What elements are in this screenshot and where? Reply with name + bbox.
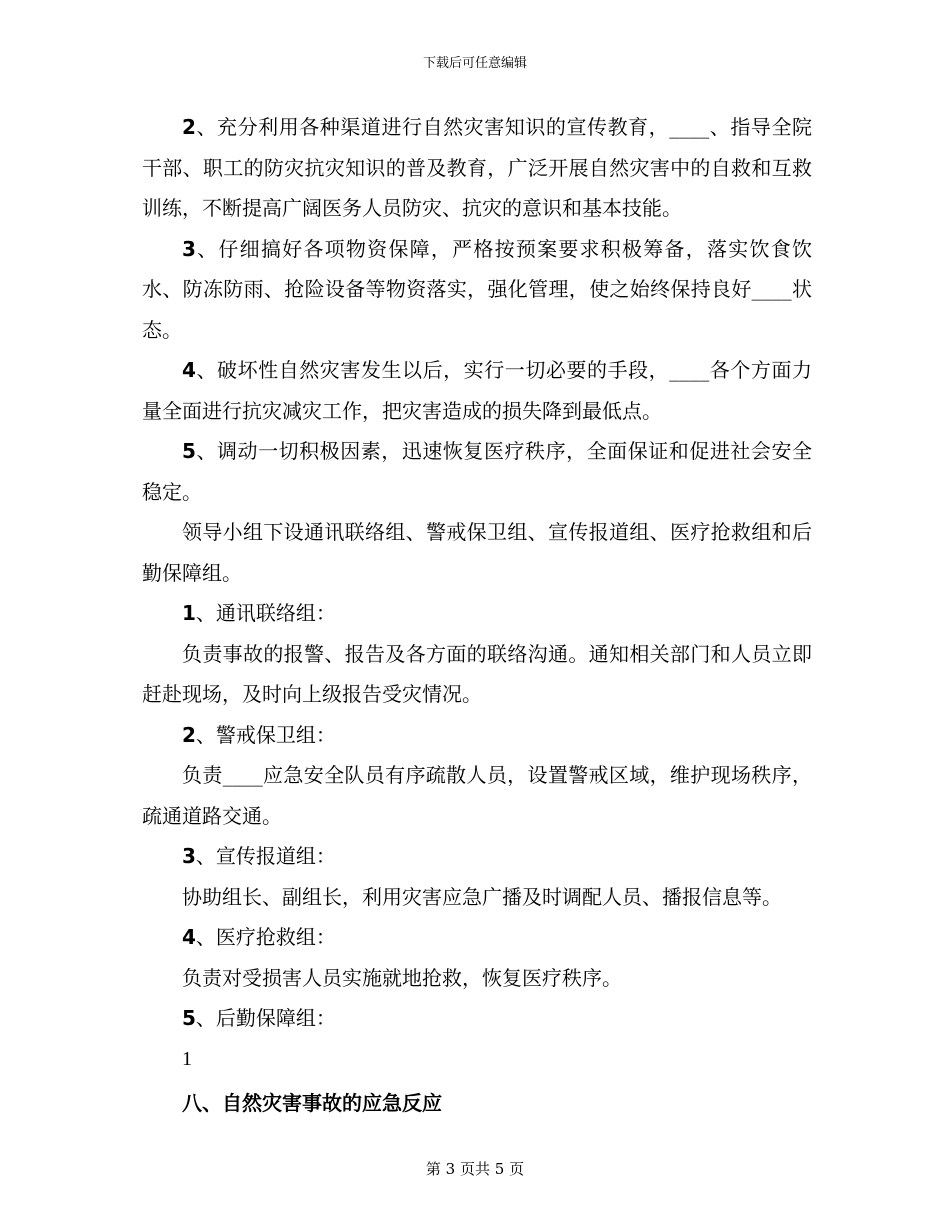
item-text: 、调动一切积极因素，迅速恢复医疗秩序，全面保证和促进社会安全稳定。	[142, 439, 812, 504]
item-text: 、通讯联络组：	[195, 601, 336, 625]
section-heading: 八、自然灾害事故的应急反应	[182, 1091, 442, 1115]
item-text: 、充分利用各种渠道进行自然灾害知识的宣传教育，____、指导全院干部、职工的防灾抗灾知识的普及教育，广泛开展自然灾害中的自救和互救训练，不断提高广阔医务人员防灾、抗灾的意识和基本技能。	[142, 115, 812, 220]
paragraph-text: 领导小组下设通讯联络组、警戒保卫组、宣传报道组、医疗抢救组和后勤保障组。	[142, 520, 812, 585]
item-text: 、警戒保卫组：	[195, 722, 336, 747]
paragraph	[142, 958, 812, 999]
document-body	[142, 107, 812, 1126]
item-number: 1	[182, 601, 196, 625]
group-title	[142, 836, 812, 877]
item-text: 、医疗抢救组：	[195, 925, 336, 949]
list-item	[142, 431, 812, 512]
item-number: 5	[182, 439, 196, 463]
page-header: 下载后可任意编辑	[422, 56, 527, 71]
item-text: 、破坏性自然灾害发生以后，实行一切必要的手段，____各个方面力量全面进行抗灾减灾工作，把灾害造成的损失降到最低点。	[142, 358, 812, 423]
list-item	[142, 107, 812, 229]
paragraph	[142, 877, 812, 918]
paragraph	[142, 512, 812, 593]
item-number: 4	[182, 358, 196, 382]
item-text: 、仔细搞好各项物资保障，严格按预案要求积极筹备，落实饮食饮水、防冻防雨、抢险设备等物资落实，强化管理，使之始终保持良好____状态。	[142, 236, 812, 342]
item-number: 2	[182, 115, 196, 139]
item-text: 、后勤保障组：	[195, 1006, 336, 1030]
paragraph-text: 负责____应急安全队员有序疏散人员，设置警戒区域，维护现场秩序，疏通道路交通。	[142, 763, 812, 828]
item-number: 4	[182, 925, 196, 949]
item-number: 2	[182, 722, 196, 747]
item-number: 3	[182, 844, 196, 868]
list-item	[142, 350, 812, 431]
item-number: 3	[182, 236, 196, 261]
paragraph-text: 负责对受损害人员实施就地抢救，恢复医疗秩序。	[182, 965, 622, 990]
paragraph-text: 负责事故的报警、报告及各方面的联络沟通。通知相关部门和人员立即赶赴现场，及时向上级报告受灾情况。	[142, 641, 812, 706]
list-item	[142, 229, 812, 351]
group-title	[142, 998, 812, 1039]
item-number: 5	[182, 1006, 196, 1030]
page-footer: 第 3 页共 5 页	[425, 1160, 525, 1178]
group-title	[142, 715, 812, 756]
paragraph	[142, 755, 812, 836]
group-title	[142, 593, 812, 634]
item-text: 、宣传报道组：	[195, 844, 336, 868]
paragraph-text: 协助组长、副组长，利用灾害应急广播及时调配人员、播报信息等。	[182, 884, 782, 909]
group-title	[142, 917, 812, 958]
stray-number: 1	[182, 1047, 192, 1070]
paragraph	[142, 634, 812, 715]
